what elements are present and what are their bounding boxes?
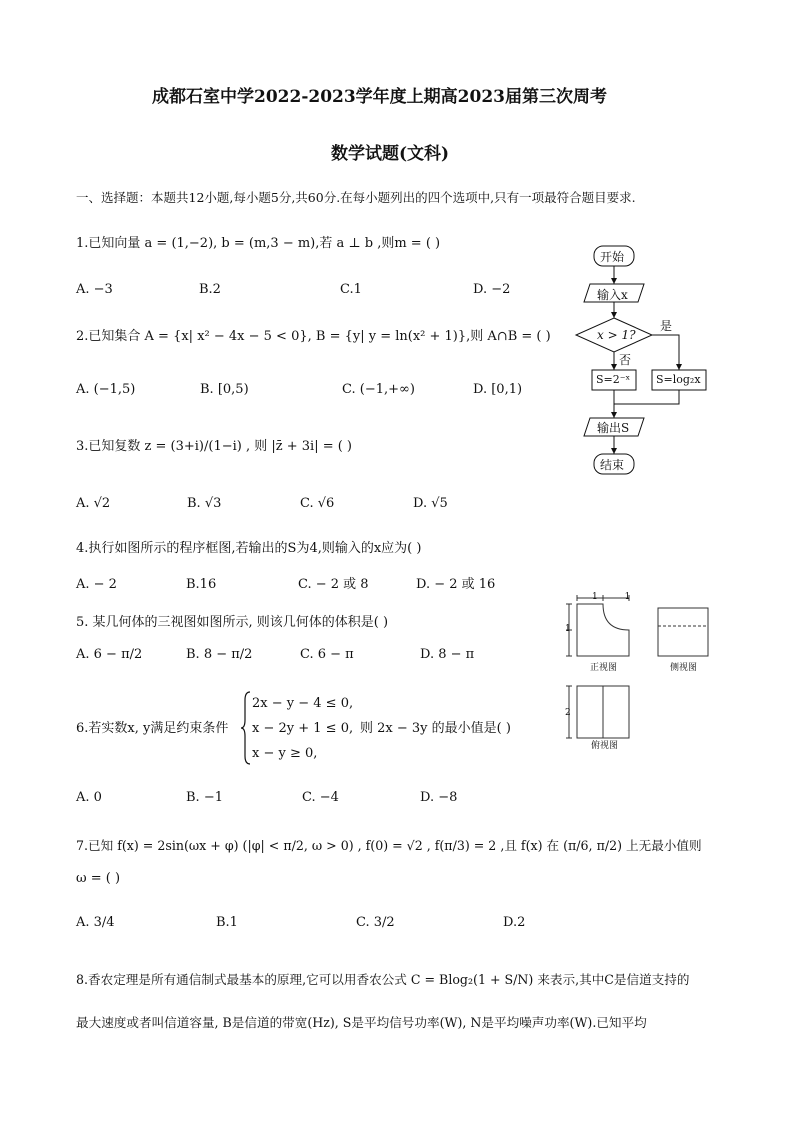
- flowchart-yes-label: 是: [660, 319, 673, 333]
- question-5-option-d: D. 8 − π: [420, 647, 475, 662]
- question-6-option-d: D. −8: [420, 790, 458, 805]
- top-view-label: 俯视图: [591, 741, 619, 751]
- flowchart-start-label: 开始: [600, 250, 625, 264]
- question-3-option-d: D. √5: [413, 496, 448, 511]
- question-8-stem: 8.香农定理是所有通信制式最基本的原理,它可以用香农公式 C = Blog₂(1 + S/N) 来表示,其中C是信道支持的: [76, 972, 690, 987]
- question-4-option-c: C. − 2 或 8: [298, 577, 369, 592]
- page-title: 成都石室中学2022-2023学年度上期高2023届第三次周考: [152, 87, 607, 107]
- question-2-option-a: A. (−1,5): [76, 382, 136, 397]
- question-6-constraint-3: x − y ≥ 0,: [252, 746, 318, 761]
- question-6-option-b: B. −1: [186, 790, 223, 805]
- question-1-option-a: A. −3: [76, 282, 113, 297]
- section-header: 一、选择题：本题共12小题,每小题5分,共60分.在每小题列出的四个选项中,只有一项最符合题目要求.: [76, 190, 636, 205]
- question-5-option-a: A. 6 − π/2: [76, 647, 143, 662]
- question-7-option-b: B.1: [216, 915, 238, 930]
- question-7-stem-2: ω = ( ): [76, 871, 121, 886]
- question-6-constraint-1: 2x − y − 4 ≤ 0,: [252, 696, 354, 711]
- flowchart-input-label: 输入x: [597, 288, 628, 302]
- question-4-option-a: A. − 2: [76, 577, 117, 592]
- question-4-stem: 4.执行如图所示的程序框图,若输出的S为4,则输入的x应为( ): [76, 541, 422, 556]
- flowchart-no-label: 否: [619, 353, 632, 367]
- question-7-option-a: A. 3/4: [76, 915, 115, 930]
- flowchart-left-label: S=2⁻ˣ: [596, 373, 631, 386]
- side-view-label: 侧视图: [670, 663, 698, 673]
- question-3-option-a: A. √2: [76, 496, 111, 511]
- flowchart-end-label: 结束: [600, 458, 625, 472]
- flowchart: [570, 240, 710, 480]
- flowchart-output-label: 输出S: [597, 421, 630, 435]
- question-2-option-c: C. (−1,+∞): [342, 382, 415, 397]
- three-view-diagram: [555, 590, 725, 760]
- front-view-label: 正视图: [590, 663, 618, 673]
- question-5-option-c: C. 6 − π: [300, 647, 354, 662]
- flowchart-condition-label: x > 1?: [597, 328, 636, 342]
- question-4-option-b: B.16: [186, 577, 217, 592]
- page-subtitle: 数学试题(文科): [331, 144, 450, 164]
- question-6-brace: [240, 690, 252, 766]
- question-1-option-c: C.1: [340, 282, 362, 297]
- question-7-stem: 7.已知 f(x) = 2sin(ωx + φ) (|φ| < π/2, ω > 0) , f(0) = √2 , f(π/3) = 2 ,且 f(x) 在 (π/6, π/2) 上无最小值则: [76, 838, 702, 853]
- question-6-stem-suffix: 则 2x − 3y 的最小值是( ): [360, 721, 511, 736]
- view-dim-top: 1 1: [592, 592, 643, 602]
- front-view-shape: [577, 604, 629, 656]
- question-3-option-b: B. √3: [187, 496, 222, 511]
- question-1-option-b: B.2: [199, 282, 221, 297]
- question-5-stem: 5. 某几何体的三视图如图所示, 则该几何体的体积是( ): [76, 615, 389, 630]
- question-6-stem-prefix: 6.若实数x, y满足约束条件: [76, 721, 229, 736]
- view-dim-left: 1: [565, 624, 571, 634]
- question-7-option-c: C. 3/2: [356, 915, 395, 930]
- question-3-option-c: C. √6: [300, 496, 335, 511]
- question-6-option-c: C. −4: [302, 790, 339, 805]
- question-1-stem: 1.已知向量 a = (1,−2), b = (m,3 − m),若 a ⊥ b ,则m = ( ): [76, 236, 441, 251]
- question-1-option-d: D. −2: [473, 282, 511, 297]
- question-2-option-d: D. [0,1): [473, 382, 523, 397]
- question-6-option-a: A. 0: [76, 790, 102, 805]
- question-8-stem-2: 最大速度或者叫信道容量, B是信道的带宽(Hz), S是平均信号功率(W), N是平均噪声功率(W).已知平均: [76, 1015, 647, 1030]
- question-3-stem: 3.已知复数 z = (3+i)/(1−i) , 则 |z̄ + 3i| = ( ): [76, 439, 353, 454]
- question-4-option-d: D. − 2 或 16: [416, 577, 496, 592]
- view-dim-bottom-left: 2: [565, 708, 571, 718]
- question-6-constraint-2: x − 2y + 1 ≤ 0,: [252, 721, 354, 736]
- side-view-rect: [658, 608, 708, 656]
- flowchart-right-label: S=log₂x: [656, 373, 701, 386]
- question-5-option-b: B. 8 − π/2: [186, 647, 253, 662]
- question-7-option-d: D.2: [503, 915, 526, 930]
- question-2-stem: 2.已知集合 A = {x| x² − 4x − 5 < 0}, B = {y| y = ln(x² + 1)},则 A∩B = ( ): [76, 329, 551, 344]
- question-2-option-b: B. [0,5): [200, 382, 249, 397]
